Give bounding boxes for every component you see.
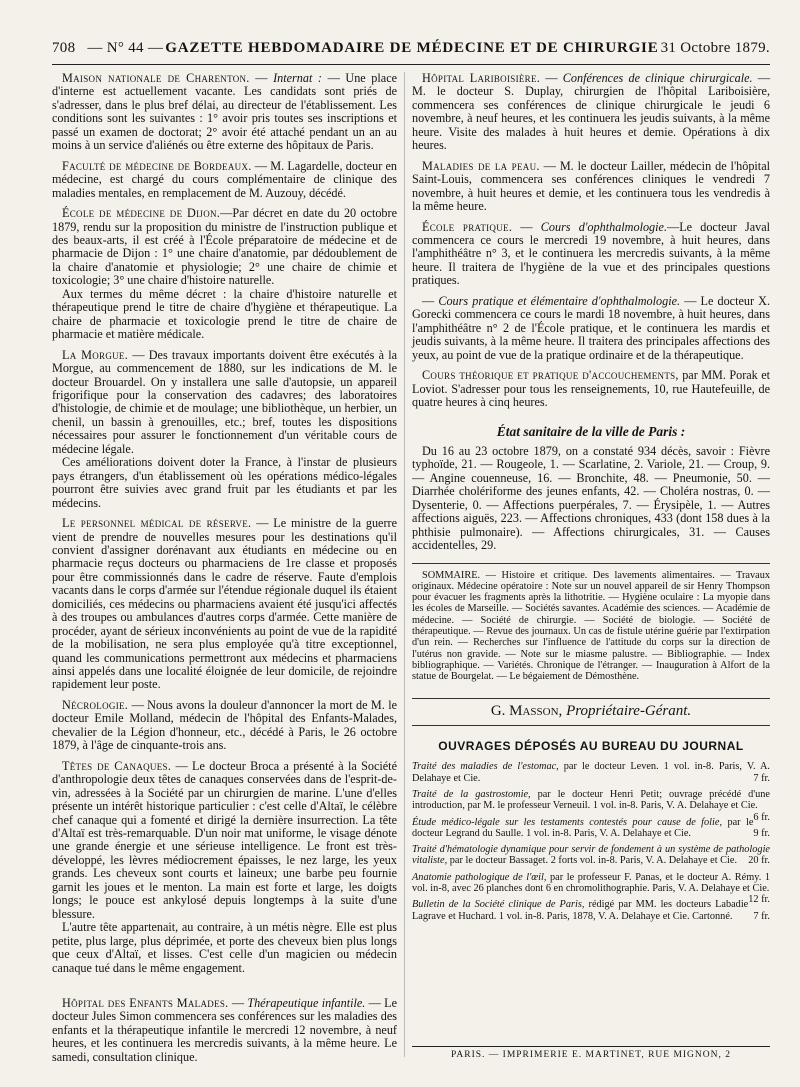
item-enfants: Hôpital des Enfants Malades. — Thérapeutique infantile. — Le docteur Jules Simon commencera ses conférences sur les maladies des enfants et la thérapeutique infantile le mercredi 12 novembre, à neuf heures, et les continuera les mercredis suivants, à la même heure. Le samedi, consultation clinique. xyxy=(52,996,397,1064)
item-morgue-2: Ces améliorations doivent doter la France, à l'instar de plusieurs pays étrangers, d'un établissement où les opérations médico-légales pourront être suivies avec grand fruit par les étudiants et par les médecins. xyxy=(52,455,397,510)
item-reserve: Le personnel médical de réserve. — Le ministre de la guerre vient de prendre de nouvelles mesures pour les destinations qu'il convient d'assigner dorénavant aux étudiants en médecine ou en pharmacie reçus docteurs ou pharmaciens de 1re classe et proposés pour être commissionnés dans le cadre de réserve. Faute d'emplois vacants dans le corps d'armée sur l'étendue régionale duquel ils étaient domiciliés, ces médecins ou pharmaciens avaient été jusqu'ici affectés à des troupes ou ambulances d'autres corps d'armée. Cette manière de procéder, ayant de sérieux inconvénients au point de vue de la rapidité de la mobilisation, ne sera plus employée qu'à titre exceptionnel, quand les communications permettront aux médecins et pharmaciens ainsi appelés dans une localité éloignée de leur domicile, de rejoindre rapidement leur poste. xyxy=(52,516,397,692)
etat-sanitaire-title: État sanitaire de la ville de Paris : xyxy=(496,424,686,440)
column-separator xyxy=(404,72,405,1057)
list-item: Traité des maladies de l'estomac, par le docteur Leven. 1 vol. in-8. Paris, V. A. Delahaye et Cie. 7 fr. xyxy=(412,761,770,784)
left-column xyxy=(52,72,397,1071)
item-lariboisiere: Hôpital Lariboisière. — Conférences de clinique chirurgicale. — M. le docteur S. Duplay, chirurgien de l'hôpital Lariboisière, commencera ses conférences de clinique chirurgicale le jeudi 6 novembre, à neuf heures, et les continuera les jeudis suivants, à la même heure. Visite des malades à huit heures et demie. Opérations à dix heures. xyxy=(412,71,771,153)
ouvrages-title: OUVRAGES DÉPOSÉS AU BUREAU DU JOURNAL xyxy=(438,738,744,753)
publisher-signature: G. Masson, Propriétaire-Gérant. xyxy=(412,698,770,725)
header-rule xyxy=(52,64,770,65)
issue-number: — N° 44 — xyxy=(87,40,164,56)
item-dijon-2: Aux termes du même décret : la chaire d'histoire naturelle et thérapeutique prend le titre de chaire d'hygiène et thérapeutique. La chaire de pharmacie et toxicologie prend le titre de chaire de pharmacie et matière médicale. xyxy=(52,286,397,342)
etat-sanitaire-text: Du 16 au 23 octobre 1879, on a constaté 934 décès, savoir : Fièvre typhoïde, 21. — Rougeole, 1. — Scarlatine, 2. Variole, 21. — Croup, 9. — Angine couenneuse, 16. — Bronchite, 48. — Pneumonie, 50. — Diarrhée cholériforme des jeunes enfants, 42. — Choléra nostras, 0. — Dysenterie, 0. — Affections puerpérales, 7. — Érysipèle, 1. — Autres affections aiguës, 223. — Affections chroniques, 433 (dont 158 dues à la phthisie pulmonaire). — Affections chirurgicales, 31. — Causes accidentelles, 29. xyxy=(412,443,770,553)
sommaire-text: SOMMAIRE. — Histoire et critique. Des lavements alimentaires. — Travaux originaux. Médecine opératoire : Note sur un nouvel appareil de sir Henry Thompson pour évacuer les fragments après la lithotritie. — Hygiène oculaire : La myopie dans les écoles de Marseille. — Sociétés savantes. Académie des sciences. — Académie de médecine. — Société de chirurgie. — Société de biologie. — Société de thérapeutique. — Revue des journaux. Un cas de fistule utérine guérie par l'extirpation d'un rein. — Recherches sur l'influence de l'attitude du corps sur la direction de l'utérus non gravide. — Note sur le miasme palustre. — Bibliographie. — Index bibliographique. — Variétés. Chronique de l'étranger. — Inauguration à Alfort de la statue de Bourgelat. — Le bégaiement de Démosthène. xyxy=(412,569,770,683)
page-number: 708 xyxy=(52,40,76,56)
list-item: Anatomie pathologique de l'œil, par le professeur F. Panas, et le docteur A. Rémy. 1 vol. in-8, avec 26 planches dont 6 en chromolithographie. Paris, V. A. Delahaye et Cie. 12 fr. xyxy=(412,871,770,906)
item-ophtalmo: École pratique. — Cours d'ophthalmologie.—Le docteur Javal commencera ce cours le mercredi 19 novembre, à huit heures, dans l'amphithéâtre n° 3, et le continuera les mercredis suivants, à la même heure. Il traitera de l'hygiène de la vue et des principales questions pratiques. xyxy=(412,219,770,288)
issue-date: 31 Octobre 1879. xyxy=(660,40,770,56)
right-column xyxy=(412,72,770,927)
item-canaques: Têtes de Canaques. — Le docteur Broca a présenté à la Société d'anthropologie deux têtes de canaques conservées dans de l'esprit-de-vin, adressées à la Société par un chirurgien de marine. L'une d'elles présente un intérêt historique particulier : c'est celle d'Altaï, le célèbre chef canaque qui a fomenté et dirigé la dernière insurrection. La tête d'Altaï est très-remarquable. D'un noir mat uniforme, le visage dénote une grande énergie et une sérieuse intelligence. Le front est très-développé, les lèvres médiocrement épaisses, le nez large, les yeux grands. Les cheveux sont courts et laineux; une barbe peu fournie garnit les joues et le menton. La main est forte et large, les doigts longs; le pouce est ankylosé depuis longtemps à la suite d'une blessure. xyxy=(52,758,397,921)
sommaire-box xyxy=(412,563,770,683)
printer-footer: PARIS. — IMPRIMERIE E. MARTINET, RUE MIGNON, 2 xyxy=(412,1046,770,1060)
ouvrages-list xyxy=(412,761,770,922)
list-item: Étude médico-légale sur les testaments contestés pour cause de folie, par le docteur Legrand du Saulle. 1 vol. in-8. Paris, V. A. Delahaye et Cie. 9 fr. xyxy=(412,816,770,839)
page-header xyxy=(52,40,770,62)
item-peau: Maladies de la peau. — M. le docteur Lailler, médecin de l'hôpital Saint-Louis, commencera ses conférences cliniques le vendredi 7 novembre, à huit heures et demie, et les continuera tous les vendredis à la même heure. xyxy=(412,158,770,214)
item-canaques-2: L'autre tête appartenait, au contraire, à un métis nègre. Elle est plus petite, plus large, plus déprimée, et porte des cheveux bien plus longs que ceux d'Altaï, et lisses. C'est celle d'un magicien ou médecin canaque tué dans le même engagement. xyxy=(52,920,397,975)
item-accouchements: Cours théorique et pratique d'accouchements, par MM. Porak et Loviot. S'adresser pour tous les renseignements, 10, rue Hautefeuille, de quatre heures à cinq heures. xyxy=(412,368,770,409)
item-dijon: École de médecine de Dijon.—Par décret en date du 20 octobre 1879, rendu sur la proposition du ministre de l'instruction publique et des beaux-arts, il est créé à l'École préparatoire de médecine et de pharmacie de Dijon : 1° une chaire d'anatomie, par dédoublement de la chaire d'anatomie et physiologie; 2° une chaire de chimie et toxicologie; 3° une chaire d'histoire naturelle. xyxy=(52,206,397,288)
item-necrologie: Nécrologie. — Nous avons la douleur d'annoncer la mort de M. le docteur Emile Molland, médecin de l'hôpital des Enfants-Malades, chevalier de la Légion d'honneur, etc., décédé à Paris, le 26 octobre 1879, à l'âge de cinquante-trois ans. xyxy=(52,697,397,753)
list-item: Traité de la gastrostomie, par le docteur Henri Petit; ouvrage précédé d'une introduction, par M. le professeur Verneuil. 1 vol. in-8. Paris, V. A. Delahaye et Cie. 6 fr. xyxy=(412,788,771,823)
item-ophtalmo-2: — Cours pratique et élémentaire d'ophthalmologie. — Le docteur X. Gorecki commencera ce cours le mardi 18 novembre, à huit heures, dans l'amphithéâtre n° 2 de l'École pratique, et le continuera les mardis et jeudis suivants, à la même heure. Il traitera des principales affections des yeux, au point de vue de la pratique ordinaire et de la thérapeutique. xyxy=(412,293,771,362)
list-item: Bulletin de la Société clinique de Paris, rédigé par MM. les docteurs Labadie Lagrave et Huchard. 1 vol. in-8. Paris, 1878, V. A. Delahaye et Cie. Cartonné. 7 fr. xyxy=(412,899,770,922)
item-charenton: Maison nationale de Charenton. — Internat : — Une place d'interne est actuellement vacante. Les candidats sont priés de s'adresser, dans le plus bref délai, au directeur de l'établissement. Les conditions sont les suivantes : 1° avoir pris toutes ses inscriptions et passé un examen de doctorat; 2° avoir été attaché pendant un an au moins à un service d'aliénés ou être externe des hôpitaux de Paris. xyxy=(52,71,398,153)
list-item: Traité d'hématologie dynamique pour servir de fondement à un système de pathologie vitaliste, par le docteur Bassaget. 2 forts vol. in-8. Paris, V. A. Delahaye et Cie. 20 fr. xyxy=(412,844,770,867)
item-morgue: La Morgue. — Des travaux importants doivent être exécutés à la Morgue, au commencement de 1880, sur les indications de M. le docteur Brouardel. On y installera une salle d'autopsie, un appareil frigorifique pour la conservation des cadavres; des laboratoires d'histologie, de chimie et de moulage; une bibliothèque, un herbier, un chenil, un bassin à grenouilles, etc.; bref, toutes les dispositions nécessaires pour assurer le fonctionnement d'un véritable cours de médecine légale. xyxy=(52,347,398,456)
item-bordeaux: Faculté de médecine de Bordeaux. — M. Lagardelle, docteur en médecine, est chargé du cours complémentaire de clinique des maladies mentales, en remplacement de M. Auzouy, décédé. xyxy=(52,158,397,200)
journal-title: GAZETTE HEBDOMADAIRE DE MÉDECINE ET DE CHIRURGIE xyxy=(165,40,659,56)
